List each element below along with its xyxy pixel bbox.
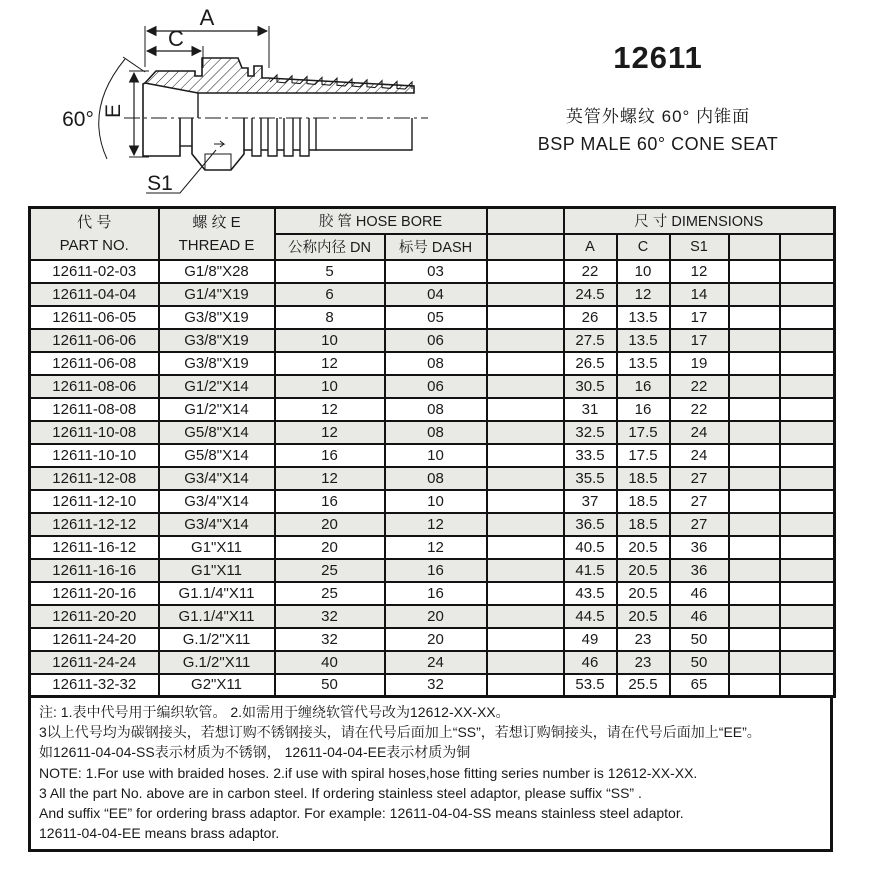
header-col-c: C bbox=[617, 234, 670, 260]
cell-dash: 08 bbox=[385, 421, 487, 444]
cell-dn: 10 bbox=[275, 329, 385, 352]
cell-part-no: 12611-06-06 bbox=[30, 329, 159, 352]
cell-s1: 50 bbox=[670, 651, 729, 674]
cell-s1: 17 bbox=[670, 306, 729, 329]
cell-blank bbox=[780, 582, 835, 605]
dim-label-c: C bbox=[168, 26, 184, 51]
dim-label-s1: S1 bbox=[147, 172, 173, 195]
table-row bbox=[30, 283, 835, 306]
cell-a: 26.5 bbox=[564, 352, 617, 375]
header-blank-2 bbox=[780, 234, 835, 260]
cell-blank bbox=[487, 674, 564, 697]
cell-dn: 5 bbox=[275, 260, 385, 283]
cell-blank bbox=[487, 628, 564, 651]
cell-s1: 46 bbox=[670, 605, 729, 628]
table-row bbox=[30, 674, 835, 697]
table-header bbox=[30, 208, 835, 260]
cell-dn: 12 bbox=[275, 352, 385, 375]
cell-s1: 65 bbox=[670, 674, 729, 697]
cell-part-no: 12611-16-16 bbox=[30, 559, 159, 582]
cell-thread: G1/2"X14 bbox=[159, 375, 275, 398]
note-en-3: And suffix “EE” for ordering brass adaptor. For example: 12611-04-04-SS means stainless steel adaptor. bbox=[39, 805, 684, 822]
header-thread bbox=[159, 208, 275, 260]
cell-dn: 50 bbox=[275, 674, 385, 697]
cell-part-no: 12611-32-32 bbox=[30, 674, 159, 697]
cell-dash: 10 bbox=[385, 490, 487, 513]
cell-blank bbox=[487, 283, 564, 306]
table-row bbox=[30, 260, 835, 283]
cell-dash: 08 bbox=[385, 352, 487, 375]
cell-blank bbox=[780, 674, 835, 697]
cell-blank bbox=[729, 605, 780, 628]
cell-dn: 12 bbox=[275, 467, 385, 490]
cell-part-no: 12611-10-10 bbox=[30, 444, 159, 467]
cell-s1: 17 bbox=[670, 329, 729, 352]
cell-thread: G1"X11 bbox=[159, 536, 275, 559]
cell-blank bbox=[487, 375, 564, 398]
table-row bbox=[30, 398, 835, 421]
cell-a: 36.5 bbox=[564, 513, 617, 536]
cell-a: 32.5 bbox=[564, 421, 617, 444]
cell-c: 10 bbox=[617, 260, 670, 283]
cell-blank bbox=[487, 467, 564, 490]
table-row bbox=[30, 421, 835, 444]
cell-dash: 16 bbox=[385, 582, 487, 605]
cell-blank bbox=[729, 559, 780, 582]
angle-label: 60° bbox=[62, 108, 94, 131]
cell-blank bbox=[780, 352, 835, 375]
cell-blank bbox=[729, 536, 780, 559]
note-cn-2: 3以上代号均为碳钢接头，若想订购不锈钢接头，请在代号后面加上“SS”，若想订购铜接头，请在代号后面加上“EE”。 bbox=[39, 724, 761, 741]
cell-a: 35.5 bbox=[564, 467, 617, 490]
cell-blank bbox=[780, 398, 835, 421]
cell-blank bbox=[487, 398, 564, 421]
cell-blank bbox=[487, 490, 564, 513]
cell-part-no: 12611-02-03 bbox=[30, 260, 159, 283]
cell-s1: 14 bbox=[670, 283, 729, 306]
cell-blank bbox=[729, 467, 780, 490]
header-hose-bore-group: 胶 管 HOSE BORE bbox=[275, 208, 487, 234]
cell-blank bbox=[729, 421, 780, 444]
cell-a: 44.5 bbox=[564, 605, 617, 628]
header-blank-top bbox=[487, 208, 564, 234]
cell-thread: G2"X11 bbox=[159, 674, 275, 697]
cell-a: 27.5 bbox=[564, 329, 617, 352]
table-row bbox=[30, 306, 835, 329]
dim-label-e: E bbox=[102, 103, 125, 119]
header-blank-1 bbox=[729, 234, 780, 260]
cell-part-no: 12611-24-20 bbox=[30, 628, 159, 651]
cell-blank bbox=[487, 329, 564, 352]
cell-dash: 20 bbox=[385, 605, 487, 628]
table-row bbox=[30, 513, 835, 536]
cell-dn: 12 bbox=[275, 421, 385, 444]
header-dn: 公称内径 DN bbox=[275, 234, 385, 260]
table-row bbox=[30, 490, 835, 513]
cell-s1: 12 bbox=[670, 260, 729, 283]
cell-a: 33.5 bbox=[564, 444, 617, 467]
cell-part-no: 12611-08-08 bbox=[30, 398, 159, 421]
cell-s1: 24 bbox=[670, 421, 729, 444]
note-en-1: NOTE: 1.For use with braided hoses. 2.if use with spiral hoses,hose fitting series number is 12612-XX-XX. bbox=[39, 764, 698, 781]
cell-blank bbox=[780, 651, 835, 674]
table-row bbox=[30, 651, 835, 674]
cell-dn: 20 bbox=[275, 536, 385, 559]
cell-thread: G3/4"X14 bbox=[159, 467, 275, 490]
table-row bbox=[30, 329, 835, 352]
cell-blank bbox=[780, 467, 835, 490]
cell-c: 20.5 bbox=[617, 605, 670, 628]
cell-c: 17.5 bbox=[617, 421, 670, 444]
table-row bbox=[30, 375, 835, 398]
cell-dash: 08 bbox=[385, 398, 487, 421]
cell-dn: 6 bbox=[275, 283, 385, 306]
cell-blank bbox=[780, 375, 835, 398]
cell-blank bbox=[487, 651, 564, 674]
cell-blank bbox=[729, 375, 780, 398]
cell-c: 13.5 bbox=[617, 352, 670, 375]
cell-dash: 12 bbox=[385, 536, 487, 559]
table-body bbox=[30, 260, 835, 697]
table-row bbox=[30, 444, 835, 467]
cell-part-no: 12611-06-05 bbox=[30, 306, 159, 329]
cell-c: 13.5 bbox=[617, 306, 670, 329]
cell-blank bbox=[487, 306, 564, 329]
table-row bbox=[30, 605, 835, 628]
cell-dash: 05 bbox=[385, 306, 487, 329]
cell-dn: 10 bbox=[275, 375, 385, 398]
cell-part-no: 12611-12-08 bbox=[30, 467, 159, 490]
hose-barbs bbox=[244, 118, 412, 156]
cell-thread: G3/8"X19 bbox=[159, 352, 275, 375]
cell-thread: G.1/2"X11 bbox=[159, 651, 275, 674]
cell-blank bbox=[780, 306, 835, 329]
cell-a: 40.5 bbox=[564, 536, 617, 559]
cell-s1: 36 bbox=[670, 536, 729, 559]
header-dimensions-group: 尺 寸 DIMENSIONS bbox=[564, 208, 835, 234]
cell-part-no: 12611-16-12 bbox=[30, 536, 159, 559]
cell-dn: 25 bbox=[275, 559, 385, 582]
cell-a: 43.5 bbox=[564, 582, 617, 605]
cell-part-no: 12611-20-20 bbox=[30, 605, 159, 628]
cell-c: 17.5 bbox=[617, 444, 670, 467]
cell-blank bbox=[780, 329, 835, 352]
subtitle-chinese: 英管外螺纹 60° 内锥面 bbox=[565, 107, 751, 126]
cell-c: 20.5 bbox=[617, 559, 670, 582]
cell-c: 12 bbox=[617, 283, 670, 306]
cell-blank bbox=[780, 490, 835, 513]
cell-thread: G1/4"X19 bbox=[159, 283, 275, 306]
cell-thread: G5/8"X14 bbox=[159, 444, 275, 467]
cell-dash: 04 bbox=[385, 283, 487, 306]
cell-c: 13.5 bbox=[617, 329, 670, 352]
cell-s1: 22 bbox=[670, 375, 729, 398]
cell-thread: G5/8"X14 bbox=[159, 421, 275, 444]
header-thread-en: THREAD E bbox=[178, 236, 255, 254]
cell-part-no: 12611-12-10 bbox=[30, 490, 159, 513]
cell-blank bbox=[487, 260, 564, 283]
cell-s1: 24 bbox=[670, 444, 729, 467]
cell-c: 20.5 bbox=[617, 582, 670, 605]
cell-blank bbox=[487, 444, 564, 467]
cell-blank bbox=[729, 628, 780, 651]
cell-part-no: 12611-04-04 bbox=[30, 283, 159, 306]
cell-dn: 20 bbox=[275, 513, 385, 536]
cell-s1: 50 bbox=[670, 628, 729, 651]
cell-c: 18.5 bbox=[617, 513, 670, 536]
cell-blank bbox=[780, 559, 835, 582]
cell-blank bbox=[487, 605, 564, 628]
cell-blank bbox=[487, 536, 564, 559]
cell-blank bbox=[780, 260, 835, 283]
cell-c: 18.5 bbox=[617, 467, 670, 490]
hex-center-mark bbox=[214, 141, 224, 147]
cell-thread: G1"X11 bbox=[159, 559, 275, 582]
cell-thread: G.1/2"X11 bbox=[159, 628, 275, 651]
header-part-no-cn: 代 号 bbox=[77, 213, 112, 231]
table-row bbox=[30, 467, 835, 490]
cell-dn: 16 bbox=[275, 444, 385, 467]
cell-dash: 20 bbox=[385, 628, 487, 651]
header-part-no-en: PART NO. bbox=[59, 236, 129, 254]
cell-s1: 36 bbox=[670, 559, 729, 582]
cell-thread: G3/8"X19 bbox=[159, 329, 275, 352]
note-cn-3: 如12611-04-04-SS表示材质为不锈钢， 12611-04-04-EE表示材质为铜 bbox=[39, 744, 471, 761]
cell-blank bbox=[729, 651, 780, 674]
cell-blank bbox=[780, 444, 835, 467]
header-col-a: A bbox=[564, 234, 617, 260]
table-row bbox=[30, 352, 835, 375]
technical-drawing bbox=[8, 4, 438, 204]
title-block bbox=[452, 40, 864, 155]
cell-dn: 25 bbox=[275, 582, 385, 605]
page-title: 12611 bbox=[613, 40, 703, 75]
cell-dn: 40 bbox=[275, 651, 385, 674]
table-row bbox=[30, 582, 835, 605]
cell-s1: 46 bbox=[670, 582, 729, 605]
cell-blank bbox=[729, 490, 780, 513]
cell-dn: 32 bbox=[275, 628, 385, 651]
cell-dash: 03 bbox=[385, 260, 487, 283]
cell-blank bbox=[487, 352, 564, 375]
table-row bbox=[30, 536, 835, 559]
cell-a: 30.5 bbox=[564, 375, 617, 398]
subtitle-english: BSP MALE 60° CONE SEAT bbox=[537, 134, 779, 154]
header-col-s1: S1 bbox=[670, 234, 729, 260]
cell-c: 23 bbox=[617, 628, 670, 651]
cell-part-no: 12611-06-08 bbox=[30, 352, 159, 375]
cell-blank bbox=[487, 513, 564, 536]
hex-nut-facet bbox=[205, 154, 231, 170]
cell-blank bbox=[487, 582, 564, 605]
header-dash: 标号 DASH bbox=[385, 234, 487, 260]
cell-blank bbox=[729, 352, 780, 375]
cell-dash: 08 bbox=[385, 467, 487, 490]
spec-table bbox=[28, 206, 836, 698]
cell-a: 22 bbox=[564, 260, 617, 283]
cell-part-no: 12611-10-08 bbox=[30, 421, 159, 444]
cell-c: 25.5 bbox=[617, 674, 670, 697]
cell-dash: 12 bbox=[385, 513, 487, 536]
cell-blank bbox=[487, 421, 564, 444]
table-row bbox=[30, 628, 835, 651]
cell-c: 16 bbox=[617, 398, 670, 421]
cell-blank bbox=[729, 306, 780, 329]
cell-dash: 16 bbox=[385, 559, 487, 582]
cell-thread: G1/8"X28 bbox=[159, 260, 275, 283]
cell-dn: 8 bbox=[275, 306, 385, 329]
cell-dn: 16 bbox=[275, 490, 385, 513]
cell-part-no: 12611-08-06 bbox=[30, 375, 159, 398]
cell-dash: 06 bbox=[385, 375, 487, 398]
header-blank-bottom bbox=[487, 234, 564, 260]
cell-a: 31 bbox=[564, 398, 617, 421]
cell-blank bbox=[729, 674, 780, 697]
cell-a: 53.5 bbox=[564, 674, 617, 697]
cell-blank bbox=[780, 513, 835, 536]
cell-blank bbox=[729, 329, 780, 352]
spec-table-container bbox=[28, 206, 833, 852]
cell-thread: G1/2"X14 bbox=[159, 398, 275, 421]
cell-s1: 22 bbox=[670, 398, 729, 421]
note-cn-1: 注: 1.表中代号用于编织软管。 2.如需用于缠绕软管代号改为12612-XX-XX。 bbox=[39, 704, 510, 720]
header-thread-cn: 螺 纹 E bbox=[192, 213, 241, 231]
cell-c: 23 bbox=[617, 651, 670, 674]
cell-blank bbox=[729, 582, 780, 605]
cell-s1: 27 bbox=[670, 490, 729, 513]
cell-blank bbox=[487, 559, 564, 582]
cell-dash: 32 bbox=[385, 674, 487, 697]
cell-a: 46 bbox=[564, 651, 617, 674]
note-en-2: 3 All the part No. above are in carbon steel. If ordering stainless steel adaptor, please suffix “SS” . bbox=[39, 784, 642, 801]
cell-part-no: 12611-24-24 bbox=[30, 651, 159, 674]
cell-blank bbox=[729, 444, 780, 467]
fitting-left-face bbox=[143, 83, 145, 118]
cell-blank bbox=[729, 283, 780, 306]
cell-blank bbox=[780, 283, 835, 306]
cell-a: 41.5 bbox=[564, 559, 617, 582]
cell-thread: G1.1/4"X11 bbox=[159, 582, 275, 605]
cell-dn: 32 bbox=[275, 605, 385, 628]
notes-box bbox=[28, 698, 833, 852]
cell-a: 37 bbox=[564, 490, 617, 513]
cell-a: 26 bbox=[564, 306, 617, 329]
cell-blank bbox=[729, 260, 780, 283]
cell-blank bbox=[729, 398, 780, 421]
cone-face-extension bbox=[123, 57, 145, 72]
cell-blank bbox=[780, 421, 835, 444]
note-en-4: 12611-04-04-EE means brass adaptor. bbox=[39, 825, 280, 842]
cell-part-no: 12611-20-16 bbox=[30, 582, 159, 605]
dim-label-a: A bbox=[199, 5, 215, 30]
cell-thread: G3/8"X19 bbox=[159, 306, 275, 329]
cell-c: 20.5 bbox=[617, 536, 670, 559]
cell-thread: G3/4"X14 bbox=[159, 490, 275, 513]
cell-blank bbox=[729, 513, 780, 536]
cell-a: 24.5 bbox=[564, 283, 617, 306]
cell-dash: 24 bbox=[385, 651, 487, 674]
table-row bbox=[30, 559, 835, 582]
cell-s1: 19 bbox=[670, 352, 729, 375]
cell-c: 16 bbox=[617, 375, 670, 398]
cell-blank bbox=[780, 536, 835, 559]
thread-outline bbox=[143, 118, 180, 156]
cell-blank bbox=[780, 628, 835, 651]
cell-s1: 27 bbox=[670, 467, 729, 490]
cell-c: 18.5 bbox=[617, 490, 670, 513]
cell-a: 49 bbox=[564, 628, 617, 651]
header-part-no bbox=[30, 208, 159, 260]
cell-blank bbox=[780, 605, 835, 628]
cell-dash: 06 bbox=[385, 329, 487, 352]
cell-s1: 27 bbox=[670, 513, 729, 536]
cell-dn: 12 bbox=[275, 398, 385, 421]
cell-dash: 10 bbox=[385, 444, 487, 467]
cell-thread: G3/4"X14 bbox=[159, 513, 275, 536]
cell-thread: G1.1/4"X11 bbox=[159, 605, 275, 628]
cell-part-no: 12611-12-12 bbox=[30, 513, 159, 536]
